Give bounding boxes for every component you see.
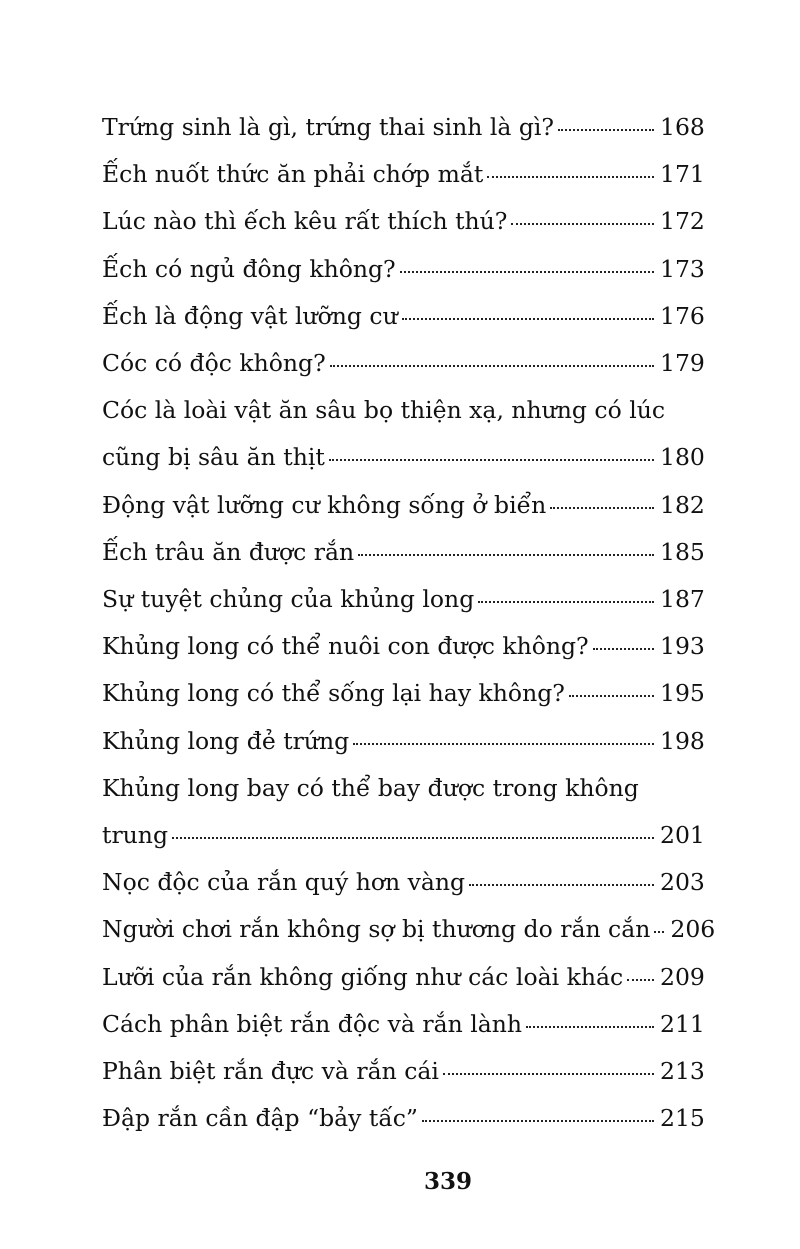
toc-entry-page: 201 — [660, 821, 705, 850]
toc-entry-page: 182 — [660, 490, 705, 519]
toc-entry-title: Người chơi rắn không sợ bị thương do rắn cắn — [102, 915, 651, 944]
toc-entry-title: Lưỡi của rắn không giống như các loài khác — [102, 962, 624, 991]
toc-entry-title-line2: trung — [102, 821, 168, 850]
toc-entry-title-line1: Cóc là loài vật ăn sâu bọ thiện xạ, nhưng có lúc — [102, 396, 666, 425]
toc-entry-title: Trứng sinh là gì, trứng thai sinh là gì? — [102, 113, 555, 141]
toc-entry-title: Nọc độc của rắn quý hơn vàng — [102, 868, 466, 897]
dot-leader — [172, 836, 654, 839]
toc-entry-title: Ếch nuốt thức ăn phải chớp mắt — [102, 160, 484, 189]
table-of-contents — [102, 104, 716, 1142]
toc-entry-page: 209 — [660, 962, 705, 991]
dot-leader — [627, 978, 654, 981]
toc-entry — [102, 151, 705, 198]
toc-entry-page: 168 — [660, 113, 705, 141]
toc-entry-title: Ếch trâu ăn được rắn — [102, 537, 355, 566]
toc-entry-title-line2: cũng bị sâu ăn thịt — [102, 443, 325, 472]
toc-entry-page: 171 — [660, 160, 705, 189]
toc-entry — [102, 198, 705, 245]
dot-leader — [402, 317, 654, 320]
dot-leader — [422, 1119, 654, 1122]
toc-entry — [102, 954, 705, 1001]
toc-entry-page: 213 — [660, 1057, 705, 1086]
dot-leader — [511, 222, 654, 225]
toc-entry-page: 206 — [670, 915, 716, 944]
dot-leader — [550, 506, 654, 509]
toc-entry — [102, 718, 705, 765]
toc-entry-title-line1: Khủng long bay có thể bay được trong không — [102, 773, 639, 802]
toc-entry-page: 211 — [660, 1009, 705, 1038]
toc-entry — [102, 623, 705, 670]
toc-entry-page: 173 — [660, 254, 705, 283]
toc-entry — [102, 859, 705, 906]
toc-entry-title: Khủng long có thể sống lại hay không? — [102, 679, 565, 708]
toc-entry — [102, 670, 705, 717]
toc-entry-page: 187 — [660, 585, 705, 614]
toc-entry-page: 179 — [660, 349, 705, 378]
toc-entry — [102, 1048, 705, 1095]
toc-entry — [102, 482, 705, 529]
dot-leader — [558, 128, 654, 131]
dot-leader — [526, 1025, 654, 1028]
toc-entry — [102, 293, 705, 340]
toc-entry — [102, 340, 705, 387]
toc-entry-title: Ếch là động vật lưỡng cư — [102, 301, 398, 330]
toc-entry — [102, 104, 705, 151]
toc-entry-page: 185 — [660, 537, 705, 566]
toc-entry — [102, 576, 705, 623]
toc-entry-title: Sự tuyệt chủng của khủng long — [102, 585, 475, 614]
dot-leader — [329, 458, 654, 461]
toc-entry-title: Khủng long có thể nuôi con được không? — [102, 632, 589, 661]
toc-entry-page: 215 — [660, 1104, 705, 1133]
toc-entry-page: 176 — [660, 301, 705, 330]
toc-entry-title: Khủng long đẻ trứng — [102, 726, 350, 755]
toc-entry-title: Đập rắn cần đập “bảy tấc” — [102, 1104, 418, 1133]
dot-leader — [478, 600, 654, 603]
toc-entry-page: 193 — [660, 632, 705, 661]
dot-leader — [569, 694, 654, 697]
toc-entry-line2 — [102, 812, 705, 859]
toc-entry — [102, 529, 705, 576]
toc-entry-title: Phân biệt rắn đực và rắn cái — [102, 1057, 439, 1086]
dot-leader — [487, 175, 654, 178]
dot-leader — [400, 270, 654, 273]
toc-entry — [102, 246, 705, 293]
toc-entry — [102, 906, 716, 953]
toc-entry — [102, 765, 705, 859]
toc-entry — [102, 387, 705, 481]
toc-entry-title: Cóc có độc không? — [102, 349, 326, 378]
toc-entry-page: 172 — [660, 207, 705, 236]
toc-entry-line2 — [102, 434, 705, 481]
dot-leader — [330, 364, 654, 367]
toc-entry-page: 180 — [660, 443, 705, 472]
toc-entry-title: Lúc nào thì ếch kêu rất thích thú? — [102, 207, 508, 236]
toc-entry-page: 203 — [660, 868, 705, 897]
toc-entry-title: Động vật lưỡng cư không sống ở biển — [102, 490, 547, 519]
toc-entry-title: Ếch có ngủ đông không? — [102, 254, 396, 283]
toc-entry-title: Cách phân biệt rắn độc và rắn lành — [102, 1009, 523, 1038]
page-number: 339 — [423, 1168, 472, 1195]
dot-leader — [353, 742, 654, 745]
toc-entry — [102, 1001, 705, 1048]
toc-entry-page: 198 — [660, 726, 705, 755]
dot-leader — [358, 553, 654, 556]
dot-leader — [443, 1072, 654, 1075]
toc-entry-page: 195 — [660, 679, 705, 708]
dot-leader — [654, 930, 664, 933]
dot-leader — [469, 883, 654, 886]
toc-entry — [102, 1095, 705, 1142]
dot-leader — [593, 647, 654, 650]
